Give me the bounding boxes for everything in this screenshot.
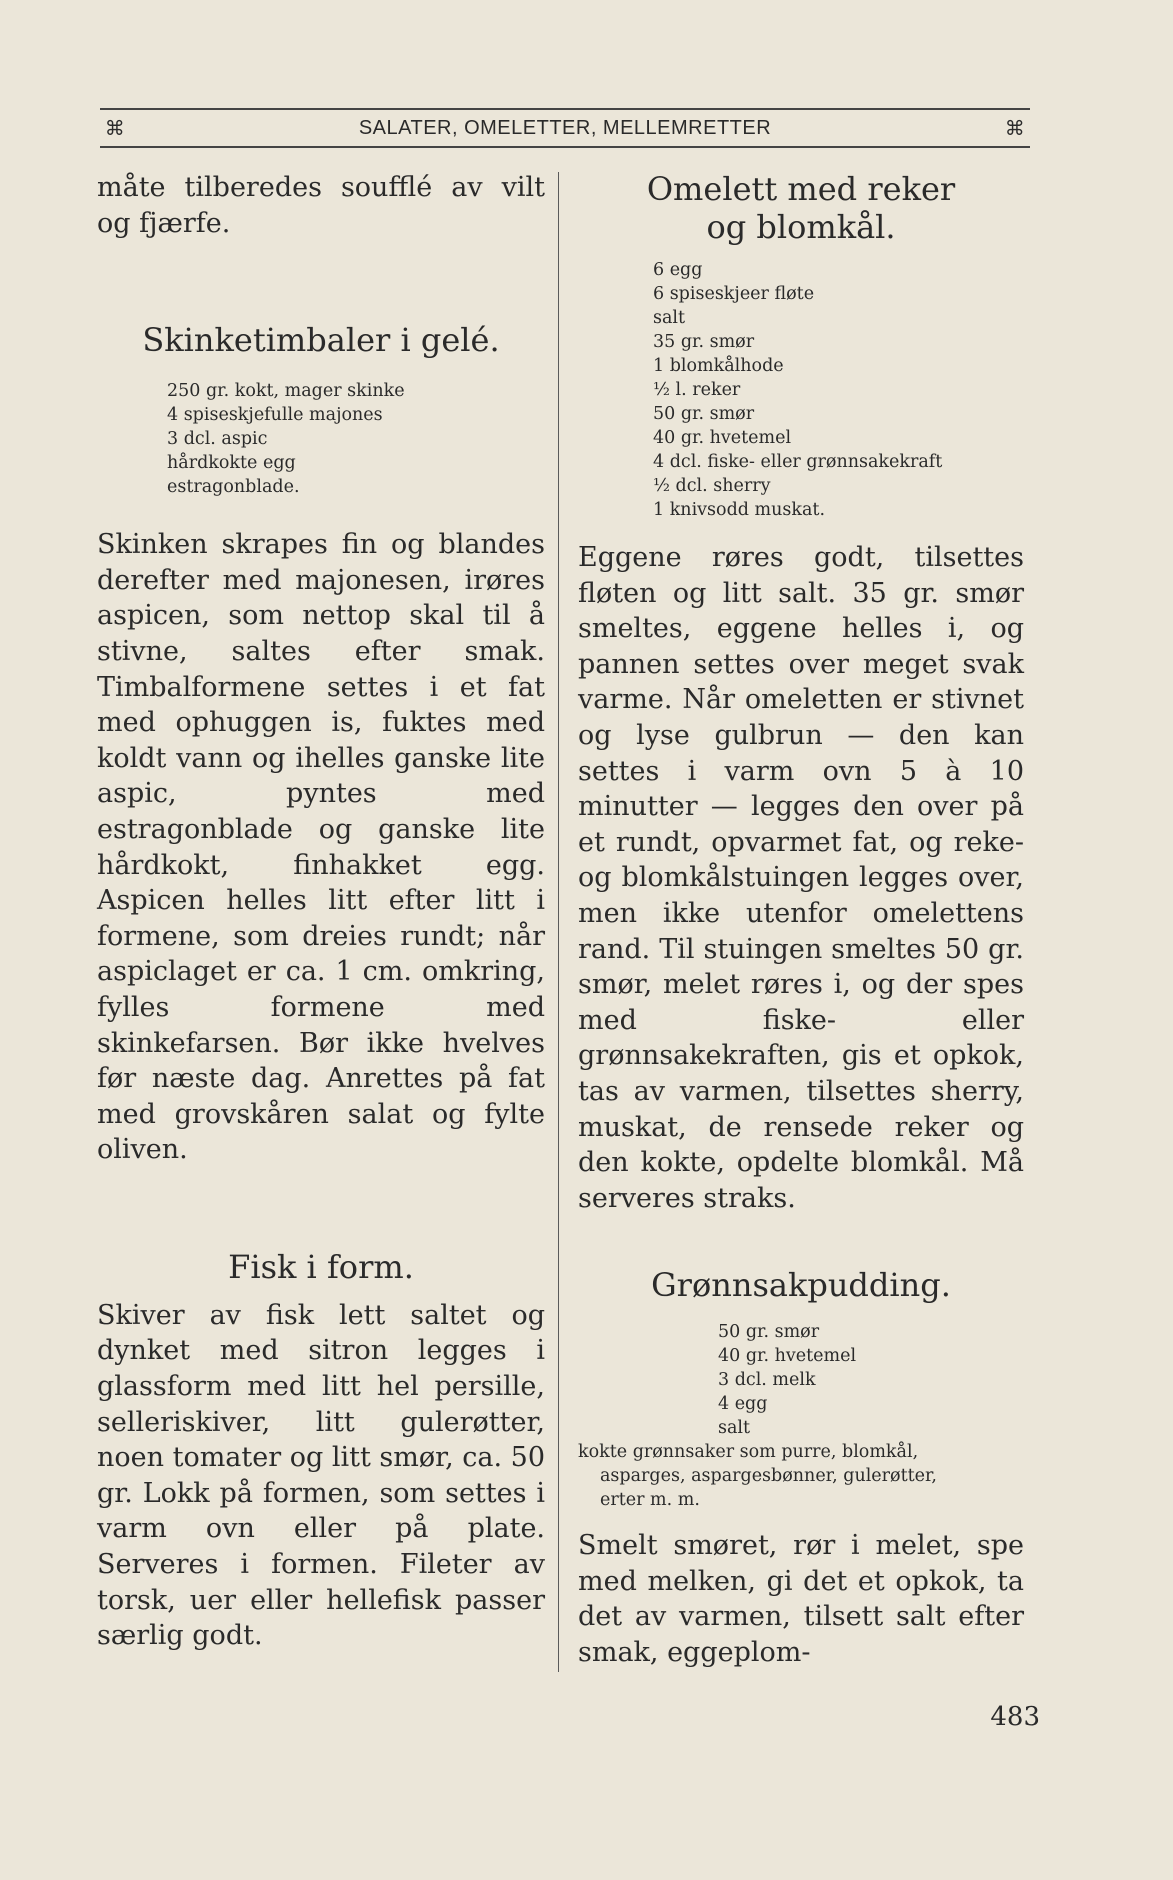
ingredient-item: 3 dcl. melk [718, 1370, 816, 1391]
ingredient-list [653, 258, 1024, 522]
ingredient-item: estragonblade. [167, 477, 300, 498]
ingredient-item: salt [718, 1418, 751, 1439]
ingredient-list [578, 1440, 1024, 1512]
ingredient-list [718, 1320, 1024, 1440]
ingredient-item: kokte grønnsaker som purre, blomkål, [578, 1442, 919, 1463]
ingredient-item: 40 gr. hvetemel [653, 428, 792, 448]
running-header-title: SALATER, OMELETTER, MELLEMRETTER [358, 116, 772, 139]
ornament-icon: ⌘ [1004, 117, 1026, 140]
recipe-title-line: og blomkål. [706, 208, 896, 246]
column-divider [558, 172, 559, 1672]
ingredient-list [167, 379, 545, 499]
ingredient-item: erter m. m. [600, 1490, 700, 1511]
recipe-title: Skinketimbaler i gelé. [142, 321, 500, 360]
ornament-icon: ⌘ [104, 117, 126, 140]
recipe-title: Fisk i form. [228, 1247, 414, 1286]
ingredient-item: asparges, aspargesbønner, gulerøtter, [600, 1466, 937, 1487]
recipe-instructions: Skiver av fisk lett saltet og dynket med sitron legges i glassform med litt hel persille, selleriskiver, litt gulerøtter, noen tomater og litt smør, ca. 50 gr. Lokk på formen, som settes i varm ovn eller på plate. Serveres i formen. Fileter av torsk, uer eller hellefisk passer særlig godt. [97, 1299, 545, 1652]
intro-paragraph: måte tilberedes soufflé av vilt og fjærfe. [97, 172, 545, 239]
ingredient-item: 4 egg [718, 1394, 768, 1415]
ingredient-item: ½ l. reker [653, 380, 741, 400]
running-header [100, 108, 1030, 148]
recipe-title: Grønnsakpudding. [651, 1266, 951, 1305]
ingredient-item: 1 knivsodd muskat. [653, 500, 826, 520]
ingredient-item: 50 gr. smør [653, 404, 755, 424]
recipe-instructions: Skinken skrapes fin og blandes derefter med majonesen, irøres aspicen, som nettop skal til å stivne, saltes efter smak. Timbalformene settes i et fat med ophuggen is, fuktes med koldt vann og ihelles ganske lite aspic, pyntes med estragonblade og ganske lite hårdkokt, finhakket egg. Aspicen helles litt efter litt i formene, som dreies rundt; når aspiclaget er ca. 1 cm. omkring, fylles formene med skinkefarsen. Bør ikke hvelves før næste dag. Anrettes på fat med grovskåren salat og fylte oliven. [97, 529, 545, 1166]
ingredient-item: 40 gr. hvetemel [718, 1346, 857, 1367]
recipe-instructions: Smelt smøret, rør i melet, spe med melken, gi det et opkok, ta det av varmen, tilsett salt efter smak, eggeplom- [578, 1530, 1024, 1669]
ingredient-item: 4 spiseskjefulle majones [167, 405, 383, 426]
right-column [578, 170, 1024, 1671]
ingredient-item: 3 dcl. aspic [167, 429, 268, 450]
ingredient-item: 1 blomkålhode [653, 356, 784, 376]
recipe-title [578, 170, 1024, 246]
ingredient-item: 50 gr. smør [718, 1322, 820, 1343]
recipe-instructions: Eggene røres godt, tilsettes fløten og litt salt. 35 gr. smør smeltes, eggene helles i, og pannen settes over meget svak varme. Når omeletten er stivnet og lyse gulbrun — den kan settes i varm ovn 5 à 10 minutter — legges den over på et rundt, opvarmet fat, og reke- og blomkålstuingen legges over, men ikke utenfor omelettens rand. Til stuingen smeltes 50 gr. smør, melet røres i, og der spes med fiske- eller grønnsakekraften, gis et opkok, tas av varmen, tilsettes sherry, muskat, de rensede reker og den kokte, opdelte blomkål. Må serveres straks. [578, 542, 1024, 1214]
ingredient-item: 6 egg [653, 260, 703, 280]
ingredient-item: hårdkokte egg [167, 453, 296, 474]
ingredient-item: 4 dcl. fiske- eller grønnsakekraft [653, 452, 943, 472]
ingredient-item: salt [653, 308, 686, 328]
page-number: 483 [990, 1702, 1040, 1732]
left-column [97, 170, 545, 1654]
ingredient-item: 250 gr. kokt, mager skinke [167, 381, 405, 402]
ingredient-item: 6 spiseskjeer fløte [653, 284, 815, 304]
ingredient-item: ½ dcl. sherry [653, 476, 771, 496]
ingredient-item: 35 gr. smør [653, 332, 755, 352]
recipe-title-line: Omelett med reker [646, 170, 956, 208]
